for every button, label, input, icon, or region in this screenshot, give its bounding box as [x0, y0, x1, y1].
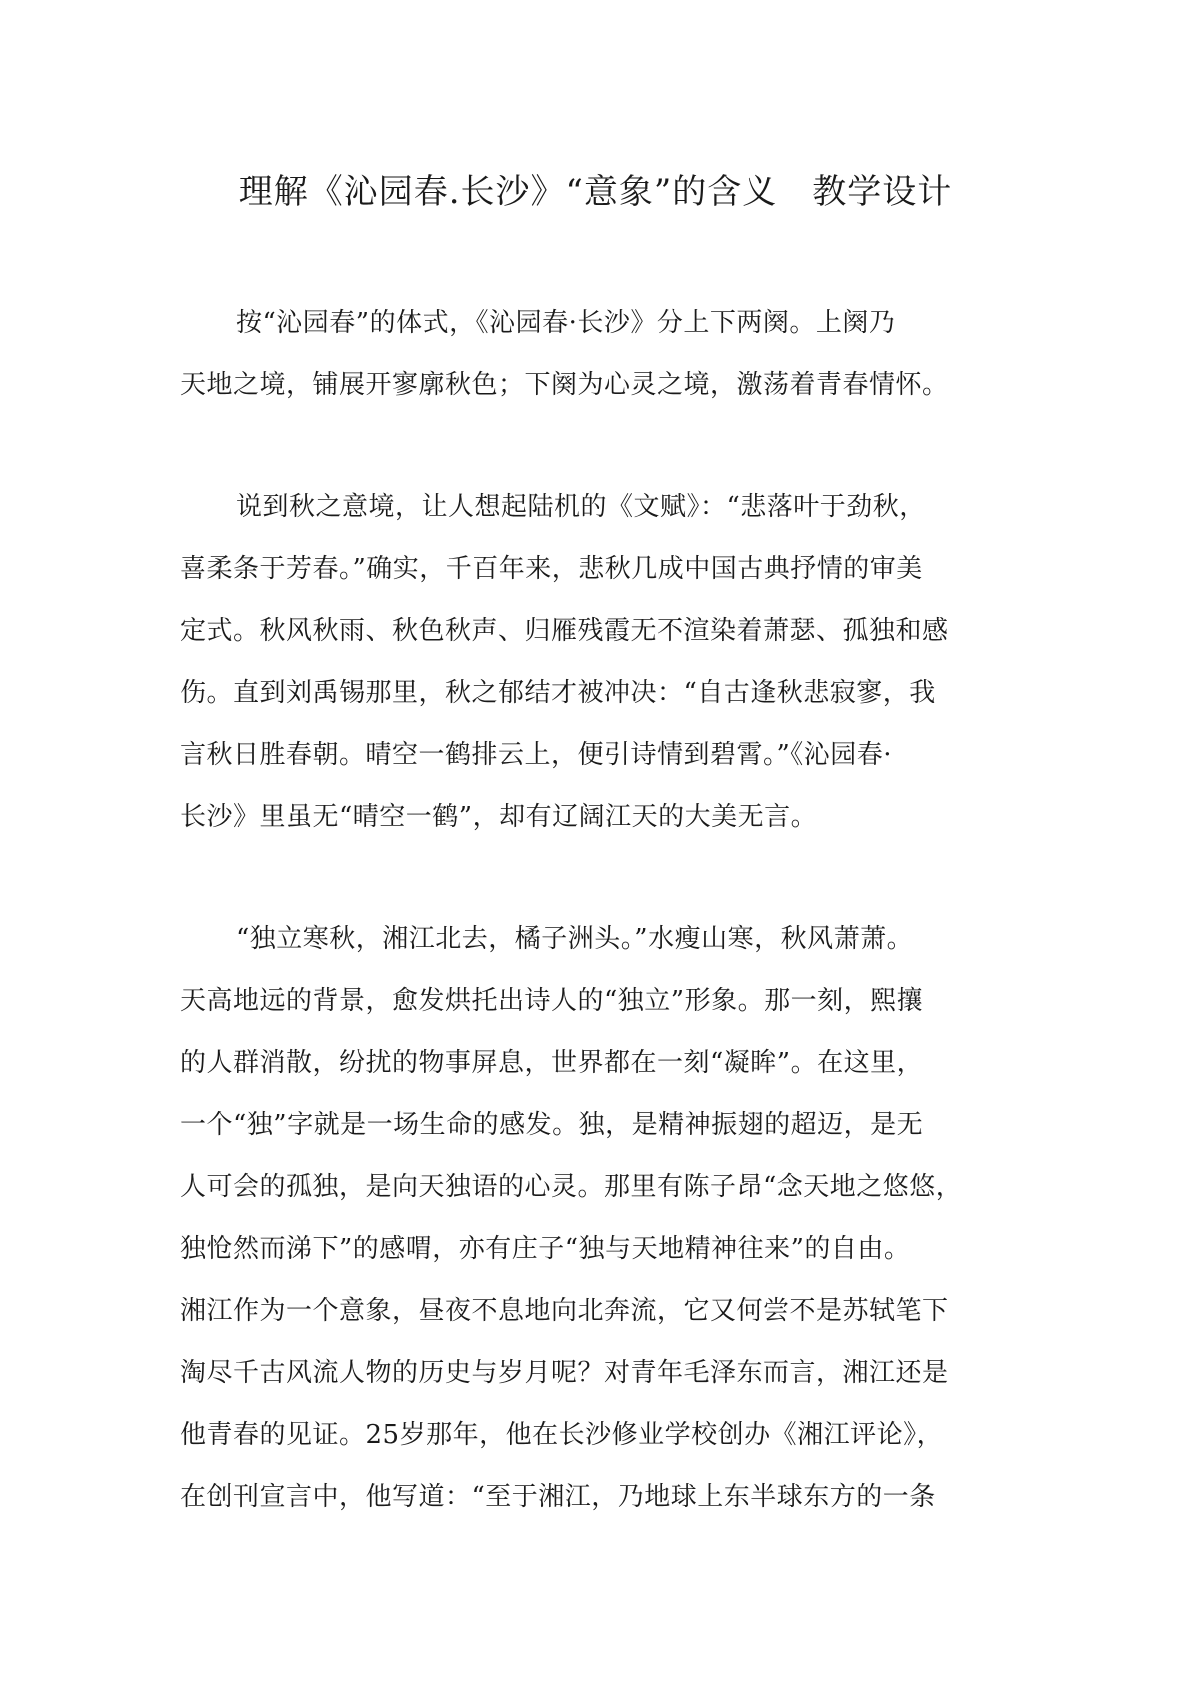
- text-line: 他青春的见证。25岁那年，他在长沙修业学校创办《湘江评论》，: [180, 1420, 944, 1450]
- paragraph-2: [180, 476, 1020, 848]
- text-line: 在创刊宣言中，他写道：“至于湘江，乃地球上东半球东方的一条: [180, 1482, 936, 1512]
- text-line: 喜柔条于芳春。”确实，千百年来，悲秋几成中国古典抒情的审美: [180, 554, 923, 584]
- text-line: 言秋日胜春朝。晴空一鹤排云上，便引诗情到碧霄。”《沁园春·: [180, 740, 893, 770]
- text-line: 一个“独”字就是一场生命的感发。独，是精神振翅的超迈，是无: [180, 1110, 924, 1140]
- document-body: [180, 292, 1020, 1588]
- text-line: 湘江作为一个意象，昼夜不息地向北奔流，它又何尝不是苏轼笔下: [180, 1296, 949, 1326]
- text-line: 长沙》里虽无“晴空一鹤”，却有辽阔江天的大美无言。: [180, 802, 818, 832]
- text-line: 定式。秋风秋雨、秋色秋声、归雁残霞无不渲染着萧瑟、孤独和感: [180, 616, 949, 646]
- text-line: 天地之境，铺展开寥廓秋色；下阕为心灵之境，激荡着青春情怀。: [180, 370, 949, 400]
- text-line: 说到秋之意境，让人想起陆机的《文赋》：“悲落叶于劲秋，: [236, 492, 926, 522]
- text-line: 按“沁园春”的体式，《沁园春·长沙》分上下两阕。上阕乃: [236, 308, 896, 338]
- text-line: 淘尽千古风流人物的历史与岁月呢？对青年毛泽东而言，湘江还是: [180, 1358, 949, 1388]
- text-line: 人可会的孤独，是向天独语的心灵。那里有陈子昂“念天地之悠悠，: [180, 1172, 963, 1202]
- text-line: 天高地远的背景，愈发烘托出诗人的“独立”形象。那一刻，熙攘: [180, 986, 924, 1016]
- text-line: “独立寒秋，湘江北去，橘子洲头。”水瘦山寒，秋风萧萧。: [236, 924, 914, 954]
- text-line: 伤。直到刘禹锡那里，秋之郁结才被冲决：“自古逢秋悲寂寥，我: [180, 678, 936, 708]
- text-line: 的人群消散，纷扰的物事屏息，世界都在一刻“凝眸”。在这里，: [180, 1048, 924, 1078]
- paragraph-1: [180, 292, 1020, 416]
- text-line: 独怆然而涕下”的感喟，亦有庄子“独与天地精神往来”的自由。: [180, 1234, 911, 1264]
- paragraph-3: [180, 908, 1020, 1528]
- document-title: 理解《沁园春.长沙》“意象”的含义 教学设计: [238, 172, 953, 212]
